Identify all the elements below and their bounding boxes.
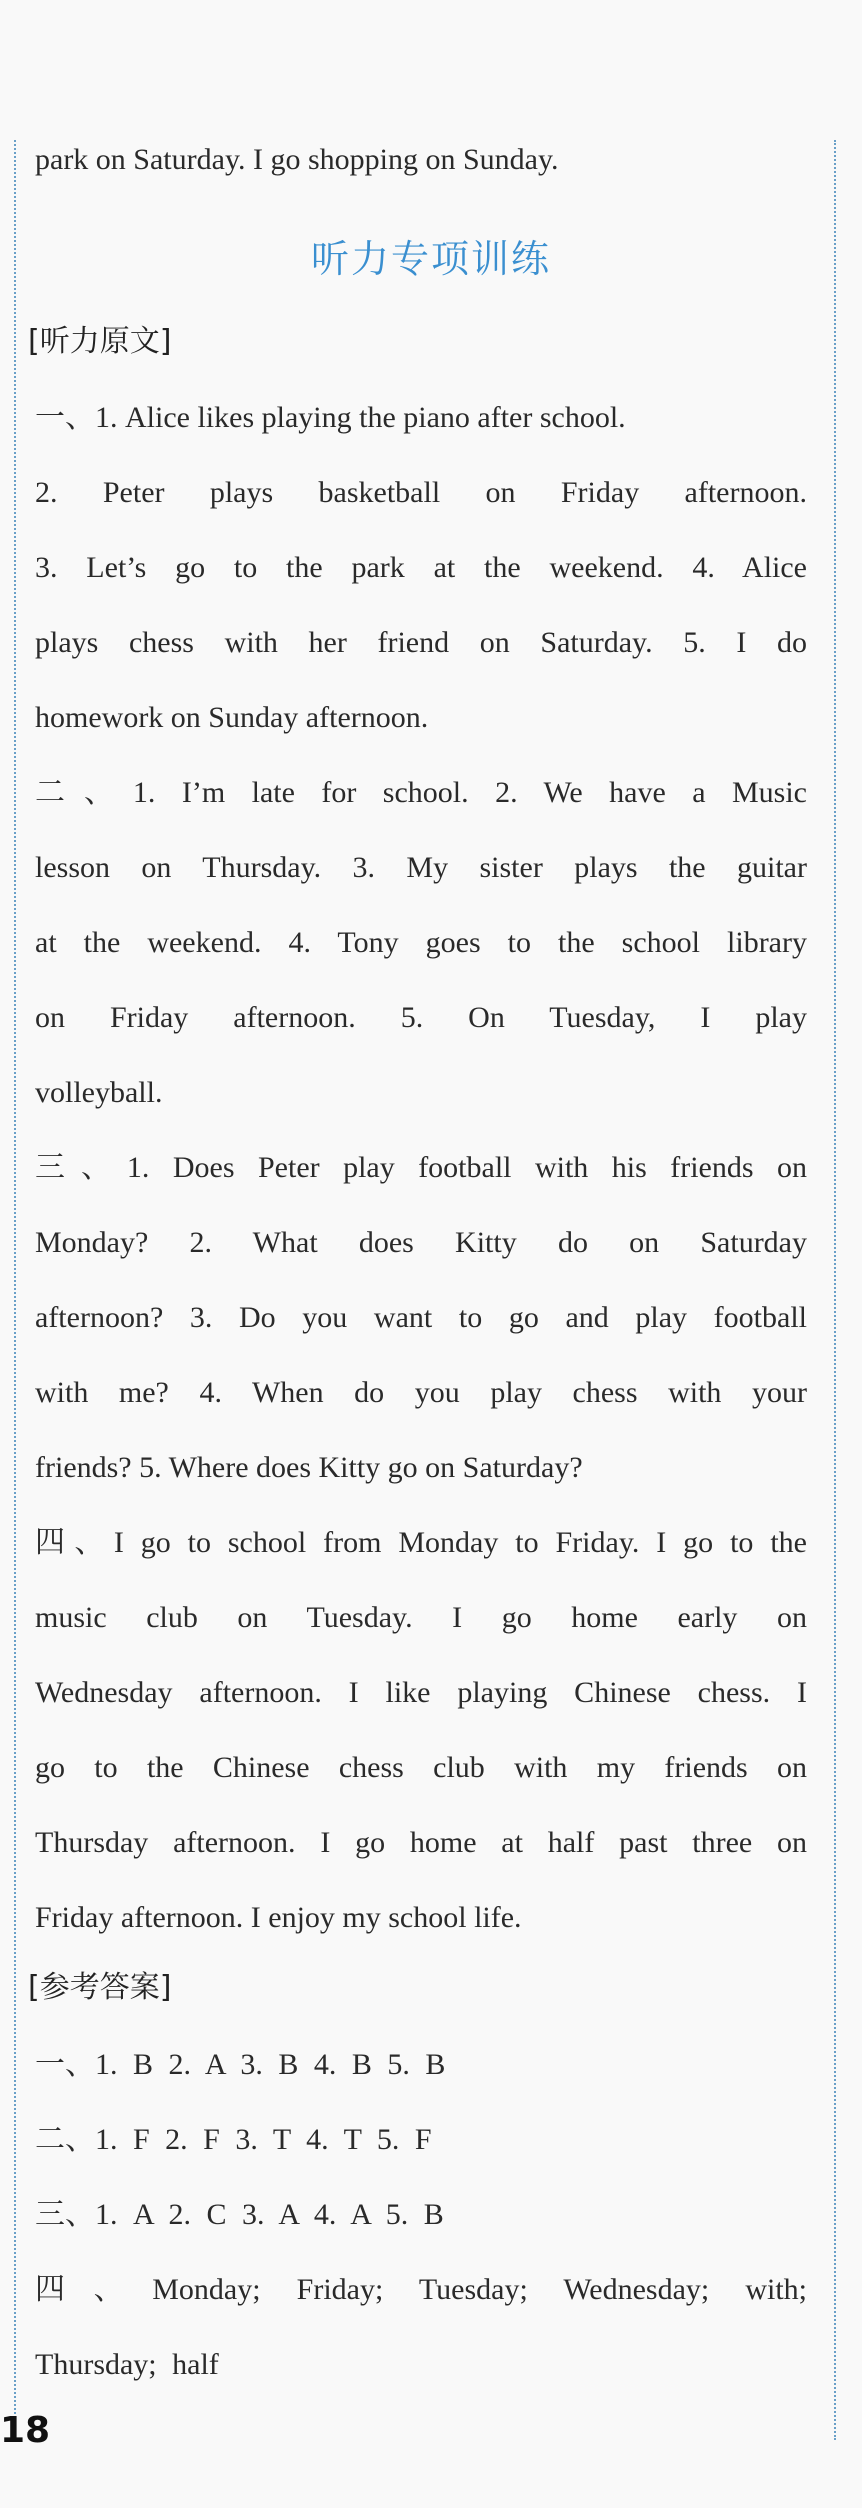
script-line: Thursday afternoon. I go home at half past three on [35,1826,807,1859]
answer-line: 二、1. F 2. F 3. T 4. T 5. F [35,2123,432,2156]
page-title: 听力专项训练 [310,237,551,281]
script-line: on Friday afternoon. 5. On Tuesday, I play [35,1001,807,1034]
script-line: Monday? 2. What does Kitty do on Saturday [35,1226,807,1259]
answer-line: Thursday; half [35,2348,219,2381]
answer-line: 三、1. A 2. C 3. A 4. A 5. B [35,2198,444,2231]
script-line: homework on Sunday afternoon. [35,701,429,734]
script-line: friends? 5. Where does Kitty go on Saturday? [35,1451,583,1484]
script-line: 三、1. Does Peter play football with his friends on [35,1151,807,1184]
script-line: lesson on Thursday. 3. My sister plays the guitar [35,851,807,884]
section-heading-answers: [参考答案] [28,1970,172,2005]
script-line: at the weekend. 4. Tony goes to the school library [35,926,807,959]
left-dotted-margin [14,140,16,2430]
answer-line: 四、Monday; Friday; Tuesday; Wednesday; with; [35,2273,807,2306]
script-line: 一、1. Alice likes playing the piano after school. [35,401,626,434]
answer-line: 一、1. B 2. A 3. B 4. B 5. B [35,2048,446,2081]
script-line: music club on Tuesday. I go home early on [35,1601,807,1634]
script-line: 2. Peter plays basketball on Friday afternoon. [35,476,807,509]
right-dotted-margin [834,140,836,2440]
script-line: plays chess with her friend on Saturday. 5. I do [35,626,807,659]
script-line: go to the Chinese chess club with my friends on [35,1751,807,1784]
script-line: Friday afternoon. I enjoy my school life. [35,1901,522,1934]
continued-text-line: park on Saturday. I go shopping on Sunday. [35,143,559,176]
script-line: with me? 4. When do you play chess with your [35,1376,807,1409]
script-line: 3. Let’s go to the park at the weekend. 4. Alice [35,551,807,584]
script-line: volleyball. [35,1076,163,1109]
section-heading-script: [听力原文] [28,324,172,359]
script-line: afternoon? 3. Do you want to go and play football [35,1301,807,1334]
script-line: 四、I go to school from Monday to Friday. I go to the [35,1526,807,1559]
script-line: 二、1. I’m late for school. 2. We have a Music [35,776,807,809]
script-line: Wednesday afternoon. I like playing Chinese chess. I [35,1676,807,1709]
page-number: 18 [0,2410,51,2451]
